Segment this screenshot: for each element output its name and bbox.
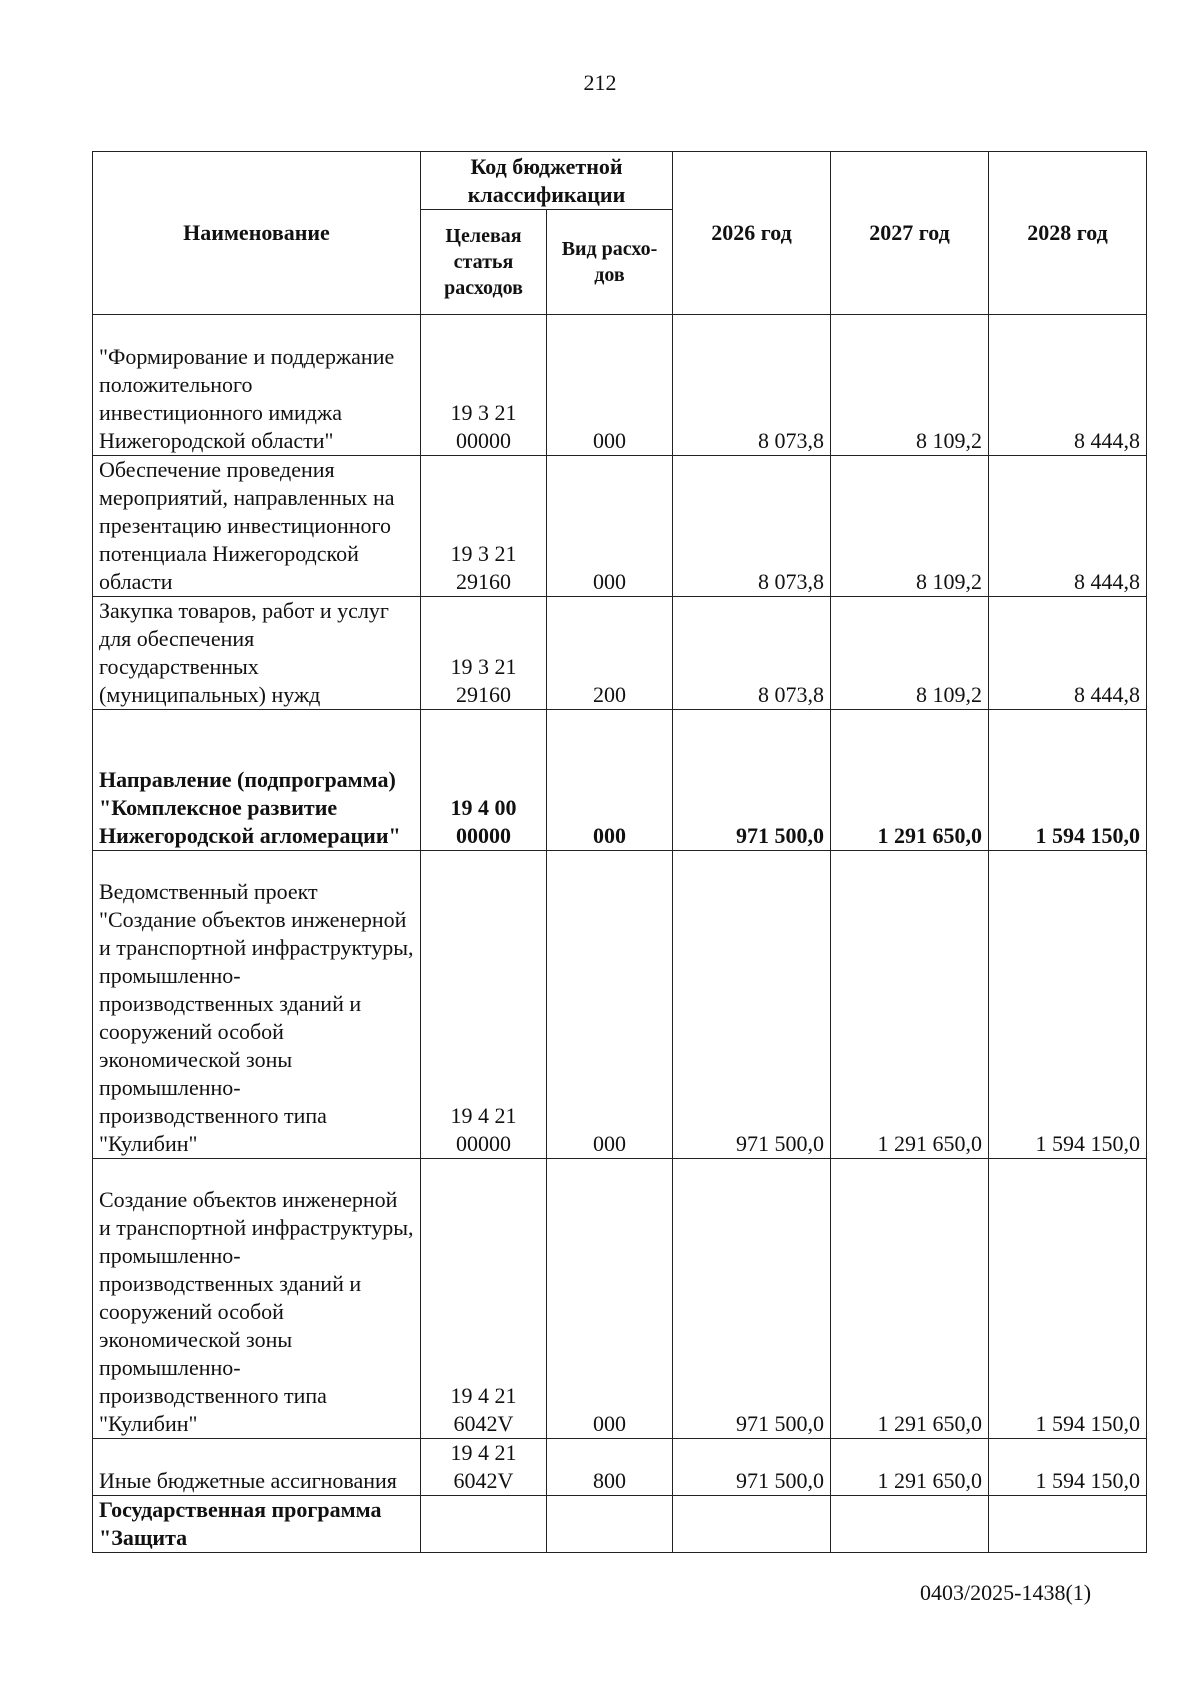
table-header — [93, 152, 1147, 315]
header-expense-type: Вид расхо-дов — [547, 210, 673, 315]
row-2026: 971 500,0 — [673, 710, 831, 851]
row-2027: 1 291 650,0 — [831, 1159, 989, 1439]
row-2027 — [831, 1496, 989, 1553]
row-2028: 1 594 150,0 — [989, 1439, 1147, 1496]
row-2026: 971 500,0 — [673, 851, 831, 1159]
header-code-group: Код бюджетной классификации — [421, 152, 673, 210]
row-2027: 8 109,2 — [831, 456, 989, 597]
row-2027: 8 109,2 — [831, 597, 989, 710]
row-target-code: 19 4 21 6042V — [421, 1159, 547, 1439]
row-target-code: 19 3 21 29160 — [421, 597, 547, 710]
header-2027: 2027 год — [831, 152, 989, 315]
header-2026: 2026 год — [673, 152, 831, 315]
row-2026: 971 500,0 — [673, 1159, 831, 1439]
header-target-item: Целевая статья расходов — [421, 210, 547, 315]
row-target-code — [421, 1496, 547, 1553]
row-2026: 8 073,8 — [673, 597, 831, 710]
row-2027: 1 291 650,0 — [831, 851, 989, 1159]
row-name: Иные бюджетные ассигнования — [93, 1439, 421, 1496]
table-row — [93, 315, 1147, 456]
row-2028: 1 594 150,0 — [989, 851, 1147, 1159]
page-number: 212 — [583, 70, 617, 95]
row-name: "Формирование и поддержание положительного инвестиционного имиджа Нижегородской области" — [93, 315, 421, 456]
row-name: Создание объектов инженерной и транспортной инфраструктуры, промышленно-производственных зданий и сооружений особой экономической зоны промышленно-производственного типа "Кулибин" — [93, 1159, 421, 1439]
row-2026 — [673, 1496, 831, 1553]
table-row — [93, 1159, 1147, 1439]
row-2026: 8 073,8 — [673, 315, 831, 456]
row-expense-type: 000 — [547, 315, 673, 456]
row-2028: 1 594 150,0 — [989, 710, 1147, 851]
row-2028: 8 444,8 — [989, 597, 1147, 710]
row-2028: 8 444,8 — [989, 456, 1147, 597]
row-expense-type: 000 — [547, 456, 673, 597]
row-expense-type: 000 — [547, 1159, 673, 1439]
row-name: Направление (подпрограмма) "Комплексное развитие Нижегородской агломерации" — [93, 710, 421, 851]
budget-table — [92, 151, 1147, 1553]
row-target-code: 19 4 21 00000 — [421, 851, 547, 1159]
row-name: Закупка товаров, работ и услуг для обеспечения государственных (муниципальных) нужд — [93, 597, 421, 710]
table-row — [93, 710, 1147, 851]
row-name: Государственная программа "Защита — [93, 1496, 421, 1553]
row-target-code: 19 4 21 6042V — [421, 1439, 547, 1496]
row-expense-type: 200 — [547, 597, 673, 710]
row-2027: 1 291 650,0 — [831, 710, 989, 851]
row-expense-type: 000 — [547, 851, 673, 1159]
row-2028: 1 594 150,0 — [989, 1159, 1147, 1439]
document-number: 0403/2025-1438(1) — [920, 1580, 1092, 1605]
row-target-code: 19 4 00 00000 — [421, 710, 547, 851]
row-expense-type: 000 — [547, 710, 673, 851]
row-target-code: 19 3 21 00000 — [421, 315, 547, 456]
table-row — [93, 1496, 1147, 1553]
row-2028 — [989, 1496, 1147, 1553]
header-name: Наименование — [93, 152, 421, 315]
row-name: Обеспечение проведения мероприятий, направленных на презентацию инвестиционного потенциала Нижегородской области — [93, 456, 421, 597]
row-2026: 8 073,8 — [673, 456, 831, 597]
row-2027: 8 109,2 — [831, 315, 989, 456]
table-row — [93, 1439, 1147, 1496]
row-2028: 8 444,8 — [989, 315, 1147, 456]
table-row — [93, 597, 1147, 710]
row-target-code: 19 3 21 29160 — [421, 456, 547, 597]
table-row — [93, 456, 1147, 597]
header-2028: 2028 год — [989, 152, 1147, 315]
table-row — [93, 851, 1147, 1159]
row-name: Ведомственный проект "Создание объектов инженерной и транспортной инфраструктуры, промышленно-производственных зданий и сооружений особой экономической зоны промышленно-производственного типа "Кулибин" — [93, 851, 421, 1159]
row-expense-type — [547, 1496, 673, 1553]
row-2026: 971 500,0 — [673, 1439, 831, 1496]
row-expense-type: 800 — [547, 1439, 673, 1496]
row-2027: 1 291 650,0 — [831, 1439, 989, 1496]
